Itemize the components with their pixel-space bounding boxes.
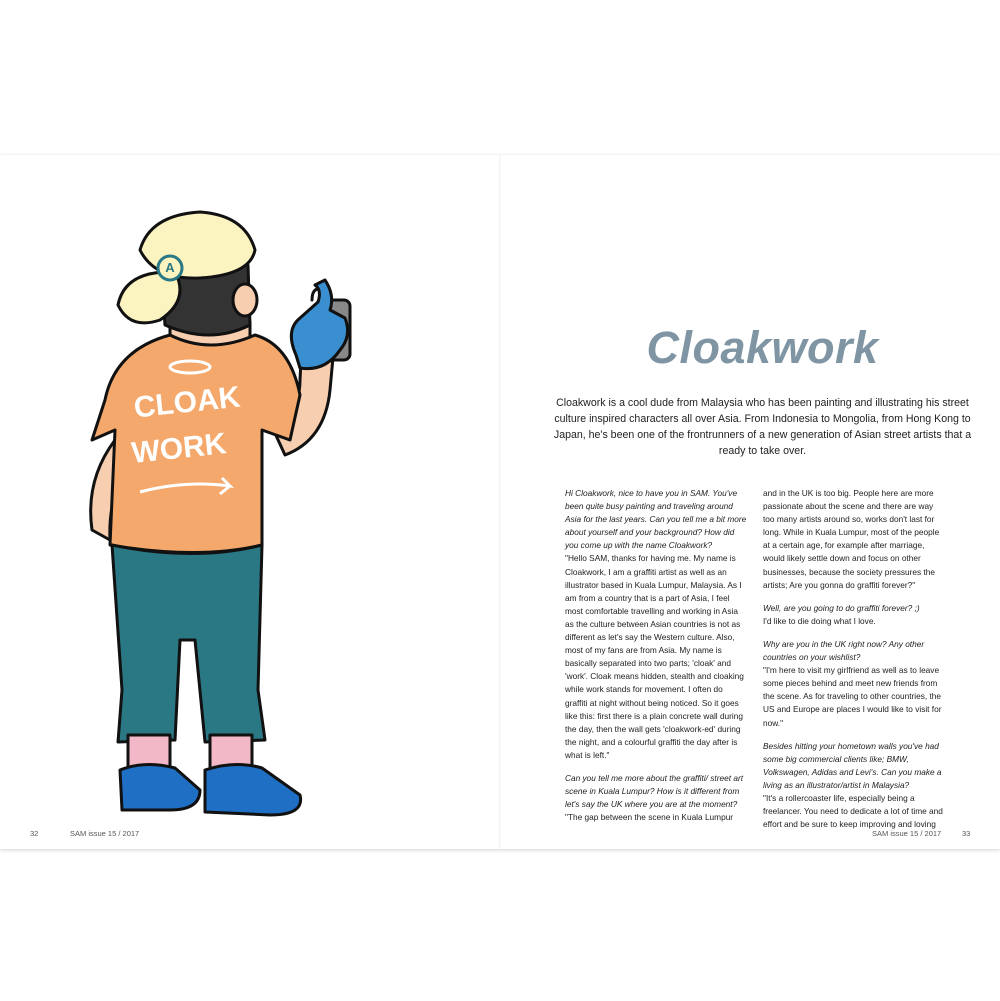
shirt-text-cloak: CLOAK xyxy=(132,380,242,425)
interview-question: Well, are you going to do graffiti forever? ;) xyxy=(763,602,920,613)
text-column-right xyxy=(763,487,945,841)
cap-logo-letter: A xyxy=(165,260,175,275)
interview-question: Hi Cloakwork, nice to have you in SAM. You've been quite busy painting and traveling around Asia for the last years. Can you tell me a bit more about yourself and your background? How did you come up with the name Cloakwork? xyxy=(565,488,747,551)
interview-answer: "The gap between the scene in Kuala Lumpur xyxy=(565,812,734,823)
text-column-left xyxy=(565,487,747,834)
interview-question: Can you tell me more about the graffiti/ street art scene in Kuala Lumpur? How is it different from let's say the UK where you are at the moment? xyxy=(565,772,744,810)
shirt-text-work: WORK xyxy=(130,427,228,470)
jeans xyxy=(112,545,265,742)
interview-answer: I'd like to die doing what I love. xyxy=(763,615,876,626)
article-intro: Cloakwork is a cool dude from Malaysia who has been painting and illustrating his street culture inspired characters all over Asia. From Indonesia to Mongolia, from Hong Kong to Japan, he's been one of the frontrunners of a new generation of Asian street artists that a ready to take over. xyxy=(553,397,972,457)
right-shoe xyxy=(205,764,301,815)
artist-illustration xyxy=(0,0,500,849)
interview-answer: "I'm here to visit my girlfriend as well as to leave some pieces behind and meet new friends from the scene. As for traveling to other countries, the US and Europe are places I would like to visit for now." xyxy=(763,665,942,728)
article-title: Cloakwork xyxy=(646,322,879,373)
issue-label-left: SAM issue 15 / 2017 xyxy=(70,829,140,838)
page-number-right: 33 xyxy=(962,829,971,838)
interview-answer: "It's a rollercoaster life, especially being a freelancer. You need to dedicate a lot of time and effort and be sure to keep improving and loving xyxy=(763,792,943,830)
interview-answer: and in the UK is too big. People here are more passionate about the scene and there are way too many artists around so, works don't last for long. While in Kuala Lumpur, most of the people at a certain age, for example after marriage, would likely settle down and focus on other businesses, because the society pressures the artists; Are you gonna do graffiti forever?" xyxy=(763,488,940,590)
interview-question: Besides hitting your hometown walls you've had some big commercial clients like; BMW, Volkswagen, Adidas and Levi's. Can you make a living as an illustrator/artist in Malaysia? xyxy=(763,740,942,790)
interview-answer: "Hello SAM, thanks for having me. My name is Cloakwork, I am a graffiti artist as well as an illustrator based in Kuala Lumpur, Malaysia. As I am from a country that is a part of Asia, I feel most comfortable travelling and working in Asia as the culture between Asian countries is not as different as let's say the Western culture. Also, most of my fans are from Asia. My name is basically separated into two parts; 'cloak' and 'work'. Cloak means hidden, stealth and cloaking while work stands for movement. I often do graffiti at night without being noticed. So it goes like this: first there is a plain concrete wall during the day, then the wall gets 'cloakwork-ed' during the night, and a colourful graffiti the day after is what is left." xyxy=(565,553,744,760)
left-shoe xyxy=(120,764,200,810)
page-number-left: 32 xyxy=(30,829,39,838)
issue-label-right: SAM issue 15 / 2017 xyxy=(872,829,942,838)
interview-question: Why are you in the UK right now? Any other countries on your wishlist? xyxy=(763,638,925,663)
